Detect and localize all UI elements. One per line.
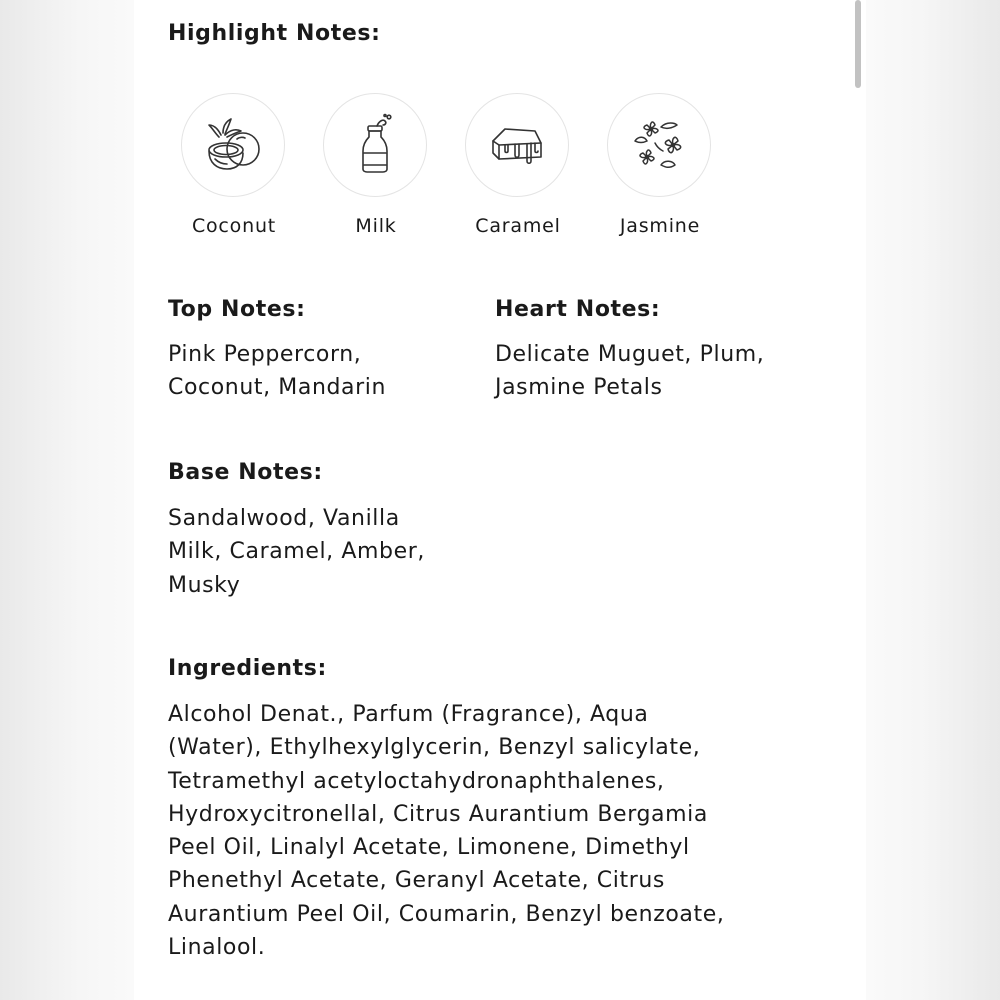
heart-notes-text bbox=[495, 338, 764, 405]
highlight-note-caramel bbox=[447, 93, 589, 243]
note-icon-circle bbox=[323, 93, 427, 197]
heart-notes-heading: Heart Notes: bbox=[495, 297, 661, 322]
text-line: Milk, Caramel, Amber, bbox=[168, 539, 425, 565]
note-label: Coconut bbox=[191, 215, 277, 237]
milk-bottle-icon bbox=[343, 113, 407, 177]
note-label: Caramel bbox=[475, 215, 561, 237]
highlight-notes-heading: Highlight Notes: bbox=[168, 21, 381, 46]
note-label: Jasmine bbox=[619, 215, 701, 237]
text-line: Delicate Muguet, Plum, bbox=[495, 342, 765, 367]
product-details-panel bbox=[134, 0, 866, 1000]
caramel-icon bbox=[485, 113, 549, 177]
note-icon-circle bbox=[607, 93, 711, 197]
text-line: Jasmine Petals bbox=[495, 375, 663, 401]
coconut-icon bbox=[201, 113, 265, 177]
text-line: Hydroxycitronellal, Citrus Aurantium Bergamia bbox=[168, 801, 708, 827]
note-label: Milk bbox=[355, 215, 397, 237]
note-icon-circle bbox=[465, 93, 569, 197]
text-line: Alcohol Denat., Parfum (Fragrance), Aqua bbox=[168, 702, 649, 727]
highlight-note-jasmine bbox=[589, 93, 731, 243]
text-line: Phenethyl Acetate, Geranyl Acetate, Citrus bbox=[168, 868, 665, 894]
text-line: Peel Oil, Linalyl Acetate, Limonene, Dimethyl bbox=[168, 835, 690, 861]
base-notes-heading: Base Notes: bbox=[168, 460, 323, 485]
text-line: Coconut, Mandarin bbox=[168, 375, 387, 401]
text-line: Linalool. bbox=[168, 935, 266, 961]
text-line: (Water), Ethylhexylglycerin, Benzyl salicylate, bbox=[168, 735, 701, 761]
top-notes-heading: Top Notes: bbox=[168, 297, 306, 322]
top-notes-text bbox=[168, 338, 386, 405]
base-notes-text bbox=[168, 502, 425, 602]
text-line: Sandalwood, Vanilla bbox=[168, 506, 400, 531]
vertical-scrollbar[interactable] bbox=[855, 0, 861, 88]
highlight-note-coconut bbox=[163, 93, 305, 243]
note-icon-circle bbox=[181, 93, 285, 197]
jasmine-flower-icon bbox=[627, 113, 691, 177]
highlight-note-milk bbox=[305, 93, 447, 243]
text-line: Tetramethyl acetyloctahydronaphthalenes, bbox=[168, 768, 665, 794]
text-line: Pink Peppercorn, bbox=[168, 342, 362, 367]
text-line: Aurantium Peel Oil, Coumarin, Benzyl benzoate, bbox=[168, 901, 725, 927]
ingredients-heading: Ingredients: bbox=[168, 656, 327, 681]
text-line: Musky bbox=[168, 572, 241, 598]
ingredients-text bbox=[168, 698, 724, 964]
